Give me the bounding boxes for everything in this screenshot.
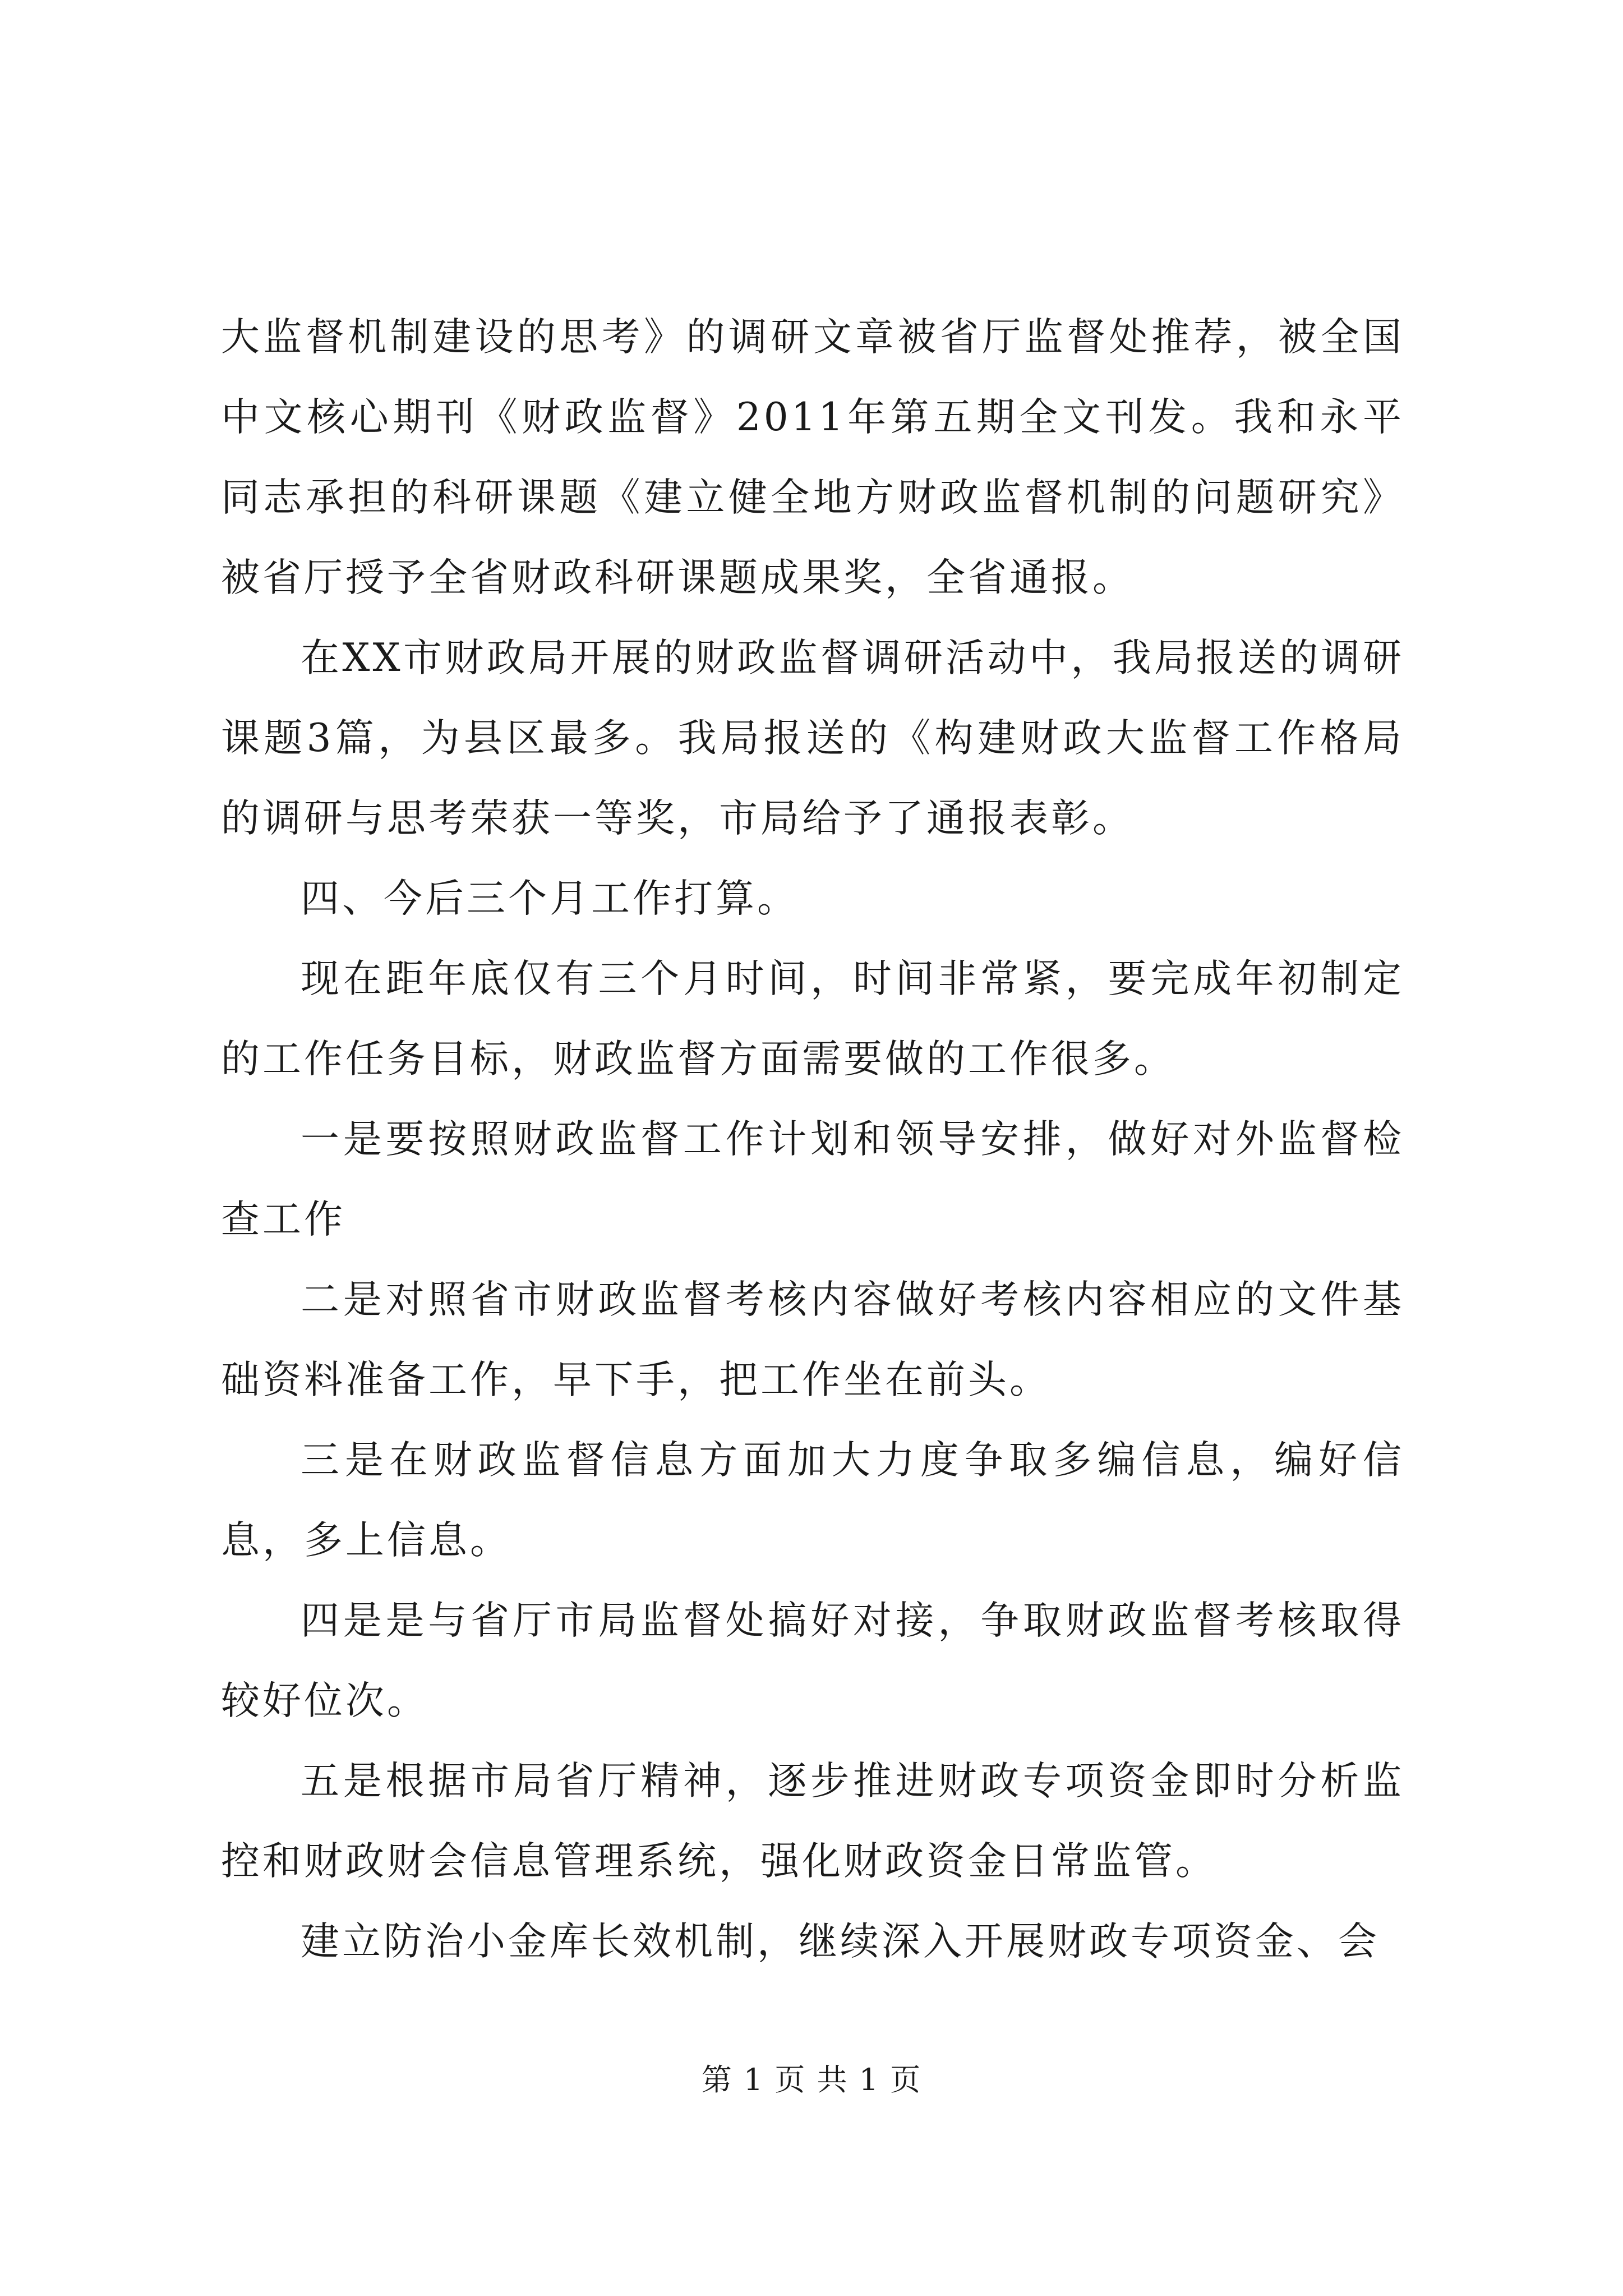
list-item-4: 四是是与省厅市局监督处搞好对接，争取财政监督考核取得较好位次。 <box>221 1598 1404 1723</box>
list-item-1: 一是要按照财政监督工作计划和领导安排，做好对外监督检查工作 <box>221 1117 1404 1242</box>
list-item-2: 二是对照省市财政监督考核内容做好考核内容相应的文件基础资料准备工作，早下手，把工作坐在前头。 <box>221 1277 1404 1402</box>
list-item-3: 三是在财政监督信息方面加大力度争取多编信息，编好信息，多上信息。 <box>221 1438 1404 1563</box>
paragraph-1: 大监督机制建设的思考》的调研文章被省厅监督处推荐，被全国中文核心期刊《财政监督》2011年第五期全文刊发。我和永平同志承担的科研课题《建立健全地方财政监督机制的问题研究》被省厅授予全省财政科研课题成果奖，全省通报。 <box>221 315 1404 600</box>
paragraph-4: 现在距年底仅有三个月时间，时间非常紧，要完成年初制定的工作任务目标，财政监督方面需要做的工作很多。 <box>221 956 1404 1082</box>
section-heading: 四、今后三个月工作打算。 <box>301 876 799 921</box>
paragraph-2: 在XX市财政局开展的财政监督调研活动中，我局报送的调研课题3篇，为县区最多。我局报送的《构建财政大监督工作格局的调研与思考荣获一等奖，市局给予了通报表彰。 <box>221 636 1404 841</box>
page-footer: 第 1 页 共 1 页 <box>701 2062 922 2097</box>
paragraph-10: 建立防治小金库长效机制，继续深入开展财政专项资金、会 <box>301 1919 1380 1964</box>
document-body <box>221 297 1404 1982</box>
list-item-5: 五是根据市局省厅精神，逐步推进财政专项资金即时分析监控和财政财会信息管理系统，强化财政资金日常监管。 <box>221 1759 1404 1884</box>
